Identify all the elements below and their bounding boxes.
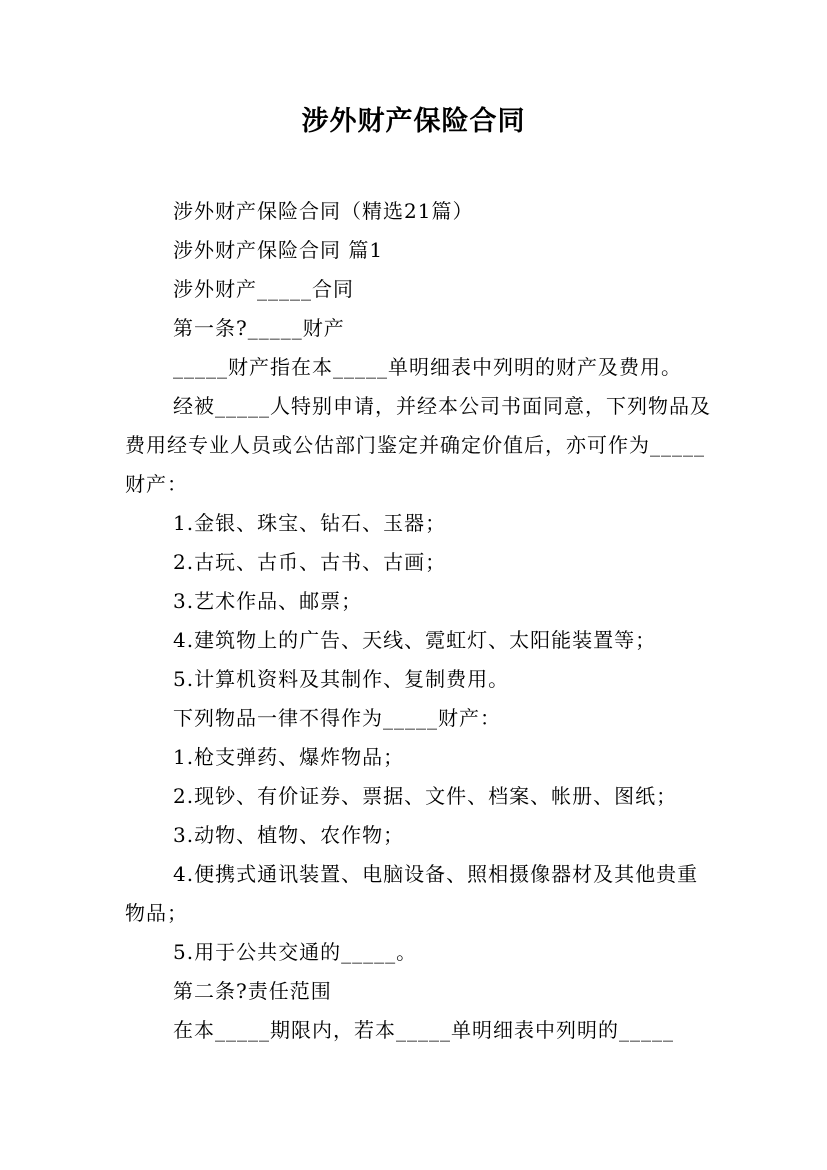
list-item: 3.艺术作品、邮票； xyxy=(173,589,363,613)
paragraph-article-1: 第一条?_____财产 xyxy=(173,316,345,340)
list-item: 1.金银、珠宝、钻石、玉器； xyxy=(173,511,447,535)
paragraph: 经被_____人特别申请，并经本公司书面同意，下列物品及费用经专业人员或公估部门鉴定并确定价值后，亦可作为_____财产： xyxy=(125,394,711,496)
list-item: 5.用于公共交通的_____。 xyxy=(173,940,418,964)
list-item: 2.现钞、有价证券、票据、文件、档案、帐册、图纸； xyxy=(173,784,678,808)
paragraph-article-2: 第二条?责任范围 xyxy=(173,979,332,1003)
paragraph: _____财产指在本_____单明细表中列明的财产及费用。 xyxy=(173,355,682,379)
paragraph-section-heading: 涉外财产保险合同 篇1 xyxy=(173,238,384,262)
paragraph: 在本_____期限内，若本_____单明细表中列明的_____ xyxy=(173,1018,674,1042)
list-item: 4.便携式通讯装置、电脑设备、照相摄像器材及其他贵重物品； xyxy=(125,862,699,925)
list-item: 5.计算机资料及其制作、复制费用。 xyxy=(173,667,510,691)
list-item: 2.古玩、古币、古书、古画； xyxy=(173,550,447,574)
list-item: 3.动物、植物、农作物； xyxy=(173,823,405,847)
list-item: 4.建筑物上的广告、天线、霓虹灯、太阳能装置等； xyxy=(173,628,657,652)
document-title: 涉外财产保险合同 xyxy=(301,106,526,137)
list-item: 1.枪支弹药、爆炸物品； xyxy=(173,745,405,769)
document-body xyxy=(125,192,717,1050)
paragraph-subtitle: 涉外财产保险合同（精选21篇） xyxy=(173,199,474,223)
paragraph-contract-name: 涉外财产_____合同 xyxy=(173,277,354,301)
paragraph: 下列物品一律不得作为_____财产： xyxy=(173,706,501,730)
